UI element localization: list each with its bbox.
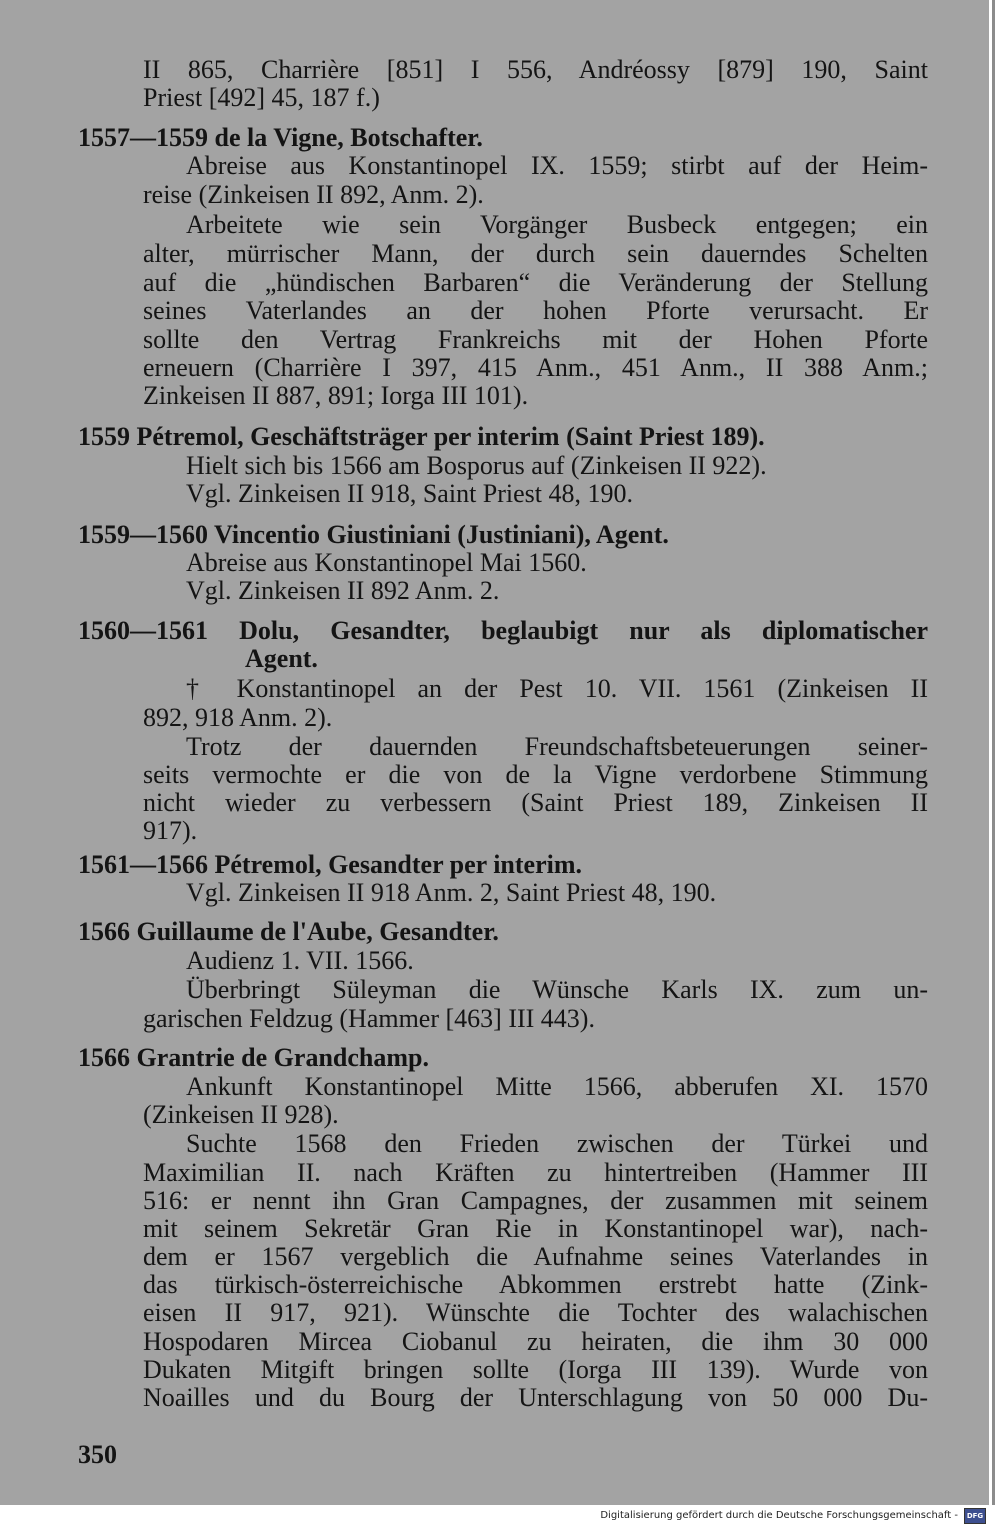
text-line: garischen Feldzug (Hammer [463] III 443). (143, 1004, 595, 1033)
text-line: Überbringt Süleyman die Wünsche Karls IX. zum un- (186, 975, 928, 1004)
text-line: seits vermochte er die von de la Vigne verdorbene Stimmung (143, 760, 928, 789)
page-edge (992, 0, 995, 1505)
text-line: dem er 1567 vergeblich die Aufnahme seines Vaterlandes in (143, 1242, 928, 1271)
text-line: das türkisch-österreichische Abkommen erstrebt hatte (Zink- (143, 1270, 928, 1299)
text-line: Noailles und du Bourg der Unterschlagung von 50 000 Du- (143, 1383, 928, 1412)
entry-heading: Agent. (245, 644, 318, 673)
entry-heading: 1557—1559 de la Vigne, Botschafter. (78, 123, 483, 152)
text-line: † Konstantinopel an der Pest 10. VII. 1561 (Zinkeisen II (186, 674, 928, 703)
text-line: 892, 918 Anm. 2). (143, 703, 333, 732)
text-line: 917). (143, 816, 198, 845)
page-number: 350 (78, 1440, 117, 1469)
dfg-logo-icon: DFG (964, 1508, 986, 1524)
text-line: Ankunft Konstantinopel Mitte 1566, abberufen XI. 1570 (186, 1072, 928, 1101)
text-line: erneuern (Charrière I 397, 415 Anm., 451 Anm., II 388 Anm.; (143, 353, 928, 382)
text-line: Vgl. Zinkeisen II 918 Anm. 2, Saint Priest 48, 190. (186, 878, 717, 907)
text-line: alter, mürrischer Mann, der durch sein dauerndes Schelten (143, 239, 928, 268)
text-line: Zinkeisen II 887, 891; Iorga III 101). (143, 381, 529, 410)
text-line: (Zinkeisen II 928). (143, 1100, 339, 1129)
text-line: auf die „hündischen Barbaren“ die Veränderung der Stellung (143, 268, 928, 297)
text-line: reise (Zinkeisen II 892, Anm. 2). (143, 180, 484, 209)
text-line: Suchte 1568 den Frieden zwischen der Türkei und (186, 1129, 928, 1158)
entry-heading: 1560—1561 Dolu, Gesandter, beglaubigt nur als diplomatischer (78, 616, 928, 645)
text-line: Arbeitete wie sein Vorgänger Busbeck entgegen; ein (186, 210, 928, 239)
text-line: II 865, Charrière [851] I 556, Andréossy [879] 190, Saint (143, 55, 928, 84)
entry-heading: 1559—1560 Vincentio Giustiniani (Justiniani), Agent. (78, 520, 669, 549)
text-line: Maximilian II. nach Kräften zu hintertreiben (Hammer III (143, 1158, 928, 1187)
text-line: Vgl. Zinkeisen II 918, Saint Priest 48, 190. (186, 479, 634, 508)
entry-heading: 1561—1566 Pétremol, Gesandter per interim. (78, 850, 583, 879)
text-line: sollte den Vertrag Frankreichs mit der Hohen Pforte (143, 325, 928, 354)
text-line: 516: er nennt ihn Gran Campagnes, der zusammen mit seinem (143, 1186, 928, 1215)
text-line: Abreise aus Konstantinopel IX. 1559; stirbt auf der Heim- (186, 151, 928, 180)
entry-heading: 1566 Guillaume de l'Aube, Gesandter. (78, 917, 499, 946)
text-line: eisen II 917, 921). Wünschte die Tochter des walachischen (143, 1298, 928, 1327)
text-line: nicht wieder zu verbessern (Saint Priest 189, Zinkeisen II (143, 788, 928, 817)
text-line: Priest [492] 45, 187 f.) (143, 83, 380, 112)
text-line: Vgl. Zinkeisen II 892 Anm. 2. (186, 576, 500, 605)
text-line: Hospodaren Mircea Ciobanul zu heiraten, die ihm 30 000 (143, 1327, 928, 1356)
text-line: Audienz 1. VII. 1566. (186, 946, 414, 975)
text-line: Abreise aus Konstantinopel Mai 1560. (186, 548, 587, 577)
entry-heading: 1559 Pétremol, Geschäftsträger per interim (Saint Priest 189). (78, 422, 765, 451)
text-line: Dukaten Mitgift bringen sollte (Iorga III 139). Wurde von (143, 1355, 928, 1384)
entry-heading: 1566 Grantrie de Grandchamp. (78, 1043, 429, 1072)
text-line: mit seinem Sekretär Gran Rie in Konstantinopel war), nach- (143, 1214, 928, 1243)
text-line: seines Vaterlandes an der hohen Pforte verursacht. Er (143, 296, 928, 325)
text-line: Hielt sich bis 1566 am Bosporus auf (Zinkeisen II 922). (186, 451, 767, 480)
digitization-credit: Digitalisierung gefördert durch die Deutsche Forschungsgemeinschaft - (600, 1510, 958, 1521)
text-line: Trotz der dauernden Freundschaftsbeteuerungen seiner- (186, 732, 928, 761)
